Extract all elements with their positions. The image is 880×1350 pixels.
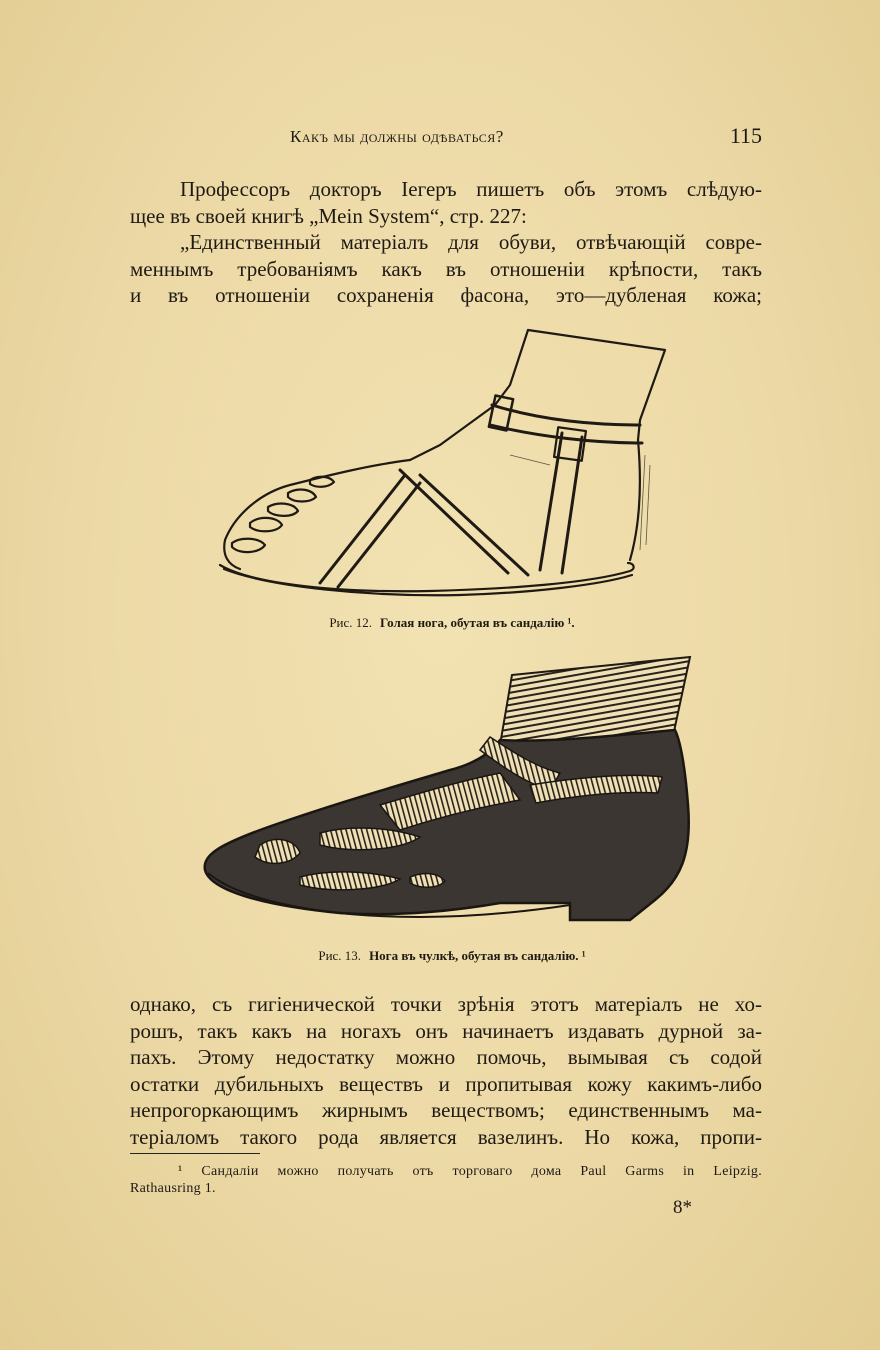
figure-2-label: Рис. 13. [318, 948, 362, 963]
text-line: рошъ, такъ какъ на ногахъ онъ начинаетъ издавать дурной за- [130, 1018, 762, 1043]
figure-2-caption [12, 948, 880, 964]
figure-2-caption-text: Нога въ чулкѣ, обутая въ сандалію. ¹ [369, 948, 586, 963]
text-line: пахъ. Этому недостатку можно помочь, вымывая съ содой [130, 1045, 762, 1069]
text-line: меннымъ требованіямъ какъ въ отношеніи крѣпости, такъ [130, 256, 762, 281]
figure-1-caption [12, 615, 880, 631]
running-title: Какъ мы должны одѣваться? [290, 127, 504, 146]
paragraph-2 [130, 991, 762, 1150]
footnote-rule [130, 1153, 260, 1154]
text-line: теріаломъ такого рода является вазелинъ. Но кожа, пропи- [130, 1124, 762, 1149]
page-number: 115 [729, 123, 762, 148]
paragraph-1 [130, 176, 762, 309]
text-line: непрогоркающимъ жирнымъ веществомъ; единственнымъ ма- [130, 1098, 762, 1122]
signature-mark: 8* [673, 1197, 692, 1218]
text-line: остатки дубильныхъ веществъ и пропитывая кожу какимъ-либо [130, 1071, 762, 1096]
figure-sandal-bare-foot [210, 325, 670, 610]
text-line: однако, съ гигіенической точки зрѣнія этотъ матеріалъ не хо- [130, 992, 762, 1016]
footnote-line-2: Rathausring 1. [130, 1181, 216, 1196]
footnote-line-1: ¹ Сандаліи можно получать отъ торговаго дома Paul Garms in Leipzig. [178, 1164, 762, 1179]
footnote [130, 1163, 762, 1197]
text-line: „Единственный матеріалъ для обуви, отвѣчающій совре- [180, 230, 762, 254]
page-header [130, 123, 762, 157]
figure-1-label: Рис. 12. [329, 615, 373, 630]
text-line: Профессоръ докторъ Іегеръ пишетъ объ этомъ слѣдую- [180, 177, 762, 201]
text-line: и въ отношеніи сохраненія фасона, это—дубленая кожа; [130, 283, 762, 307]
text-line: щее въ своей книгѣ „Mein System“, стр. 227: [130, 203, 527, 228]
figure-1-caption-text: Голая нога, обутая въ сандалію ¹. [380, 615, 575, 630]
figure-sandal-stocking-foot [200, 655, 700, 935]
